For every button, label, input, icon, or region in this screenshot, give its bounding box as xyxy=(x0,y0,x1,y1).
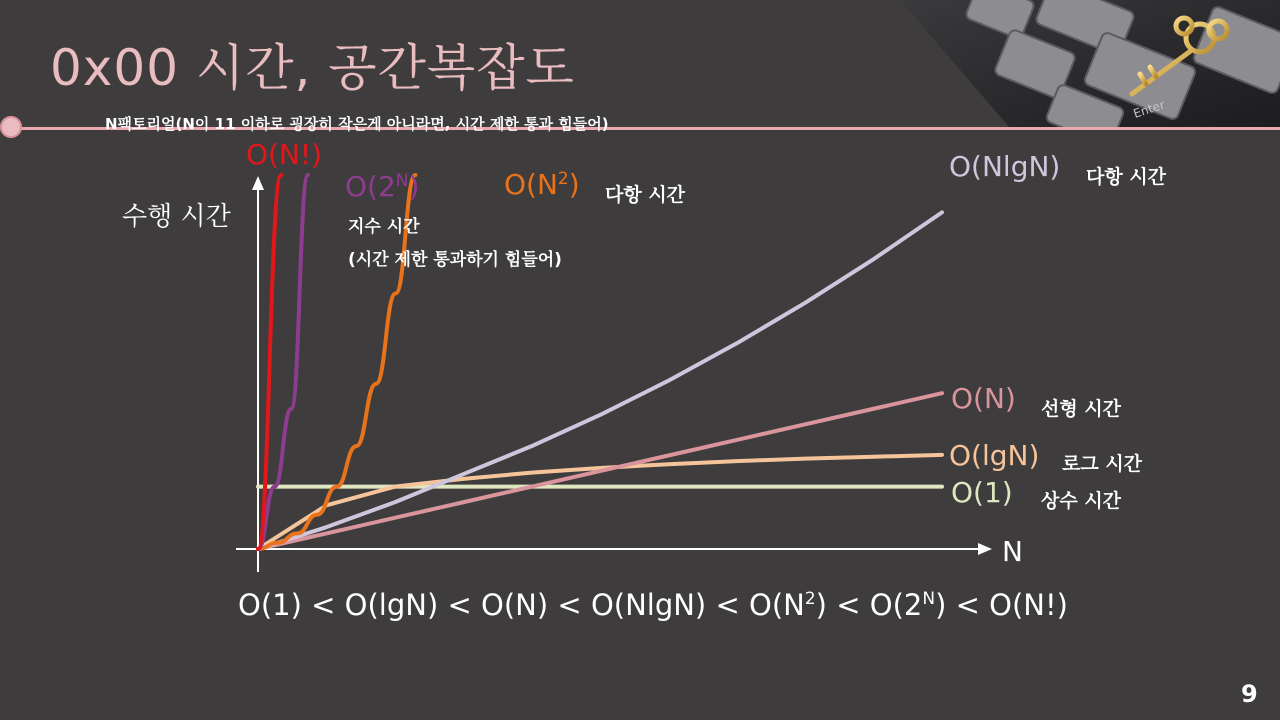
complexity-order-summary xyxy=(238,588,1068,622)
y-axis-arrow xyxy=(252,176,264,190)
series-desc-on2: 다항 시간 xyxy=(605,184,686,206)
series-label-o2n-base: O(2 xyxy=(345,170,396,203)
series-label-ologn-text: O(lgN) xyxy=(949,439,1040,472)
summary-term-sup: 2 xyxy=(804,589,816,609)
summary-term: O(N!) xyxy=(989,588,1068,622)
series-desc-on: 선형 시간 xyxy=(1041,398,1122,420)
summary-term: O(N) xyxy=(481,588,549,622)
series-desc-onlogn: 다항 시간 xyxy=(1086,166,1167,188)
series-desc2-o2n: (시간 제한 통과하기 힘들어) xyxy=(348,250,562,270)
series-label-o2n-tail: ) xyxy=(408,170,420,203)
summary-term: O(lgN) xyxy=(344,588,439,622)
series-label-onlogn xyxy=(949,150,1060,183)
series-line-ologn xyxy=(258,455,942,549)
series-label-o1-text: O(1) xyxy=(951,476,1013,509)
summary-term: $O(N^2)$ xyxy=(749,588,827,622)
summary-term: O(NlgN) xyxy=(590,588,707,622)
series-label-on2-sup: 2 xyxy=(557,169,569,189)
series-label-onfact-text: O(N!) xyxy=(246,138,323,171)
summary-term-sup: N xyxy=(922,589,936,609)
series-label-on xyxy=(951,382,1016,415)
series-label-on2-tail: ) xyxy=(568,168,580,201)
series-label-onfact xyxy=(246,138,322,171)
summary-less-than: < xyxy=(548,588,591,622)
summary-less-than: < xyxy=(827,588,870,622)
series-label-on2-base: O(N xyxy=(504,168,558,201)
summary-less-than: < xyxy=(438,588,482,622)
factorial-note: N팩토리얼(N이 11 이하로 굉장히 작은게 아니라면, 시간 제한 통과 힘들어) xyxy=(105,115,609,133)
x-axis-label: N xyxy=(1002,535,1023,568)
series-desc-ologn: 로그 시간 xyxy=(1062,453,1143,475)
series-desc-o2n: 지수 시간 xyxy=(348,217,420,237)
page-number: 9 xyxy=(1241,680,1258,708)
series-label-ologn xyxy=(949,439,1039,472)
series-desc-o1: 상수 시간 xyxy=(1041,490,1122,512)
x-axis-arrow xyxy=(978,543,992,555)
series-label-on2 xyxy=(504,168,580,201)
summary-less-than: < xyxy=(301,588,345,622)
series-label-o2n xyxy=(345,170,419,203)
y-axis-label: 수행 시간 xyxy=(122,202,231,232)
series-label-onlogn-text: O(NlgN) xyxy=(949,150,1061,183)
summary-term: $O(2^N)$ xyxy=(869,588,947,622)
summary-less-than: < xyxy=(706,588,749,622)
series-label-o2n-sup: N xyxy=(395,171,409,191)
slide-title: 0x00 시간, 공간복잡도 xyxy=(50,39,575,97)
series-label-o1 xyxy=(951,476,1013,509)
series-label-on-text: O(N) xyxy=(951,382,1016,415)
summary-less-than: < xyxy=(946,588,990,622)
svg-text:Enter: Enter xyxy=(1131,97,1167,121)
summary-term: O(1) xyxy=(238,588,302,622)
